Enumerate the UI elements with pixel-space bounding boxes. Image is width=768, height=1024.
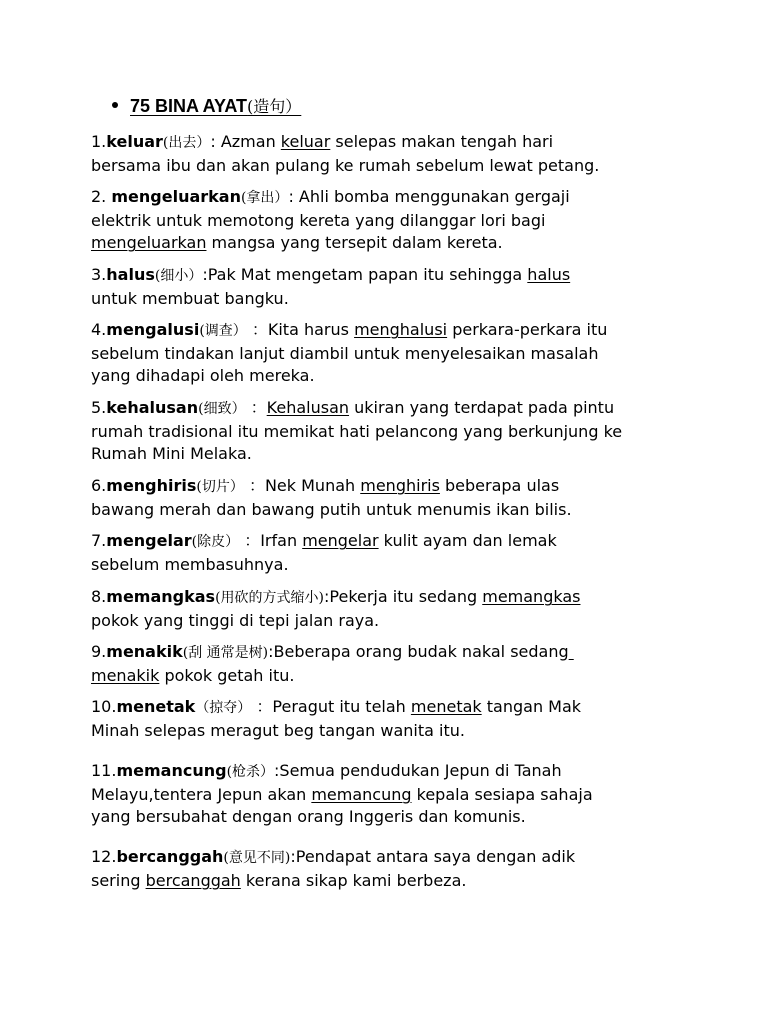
entry-line [91,343,691,366]
entry-word: menghiris [106,476,197,495]
entry-text: untuk membuat bangku. [91,288,289,308]
entry-text: mangsa yang tersepit dalam kereta. [206,233,503,252]
entry-word: keluar [106,132,163,151]
entry-text: perkara-perkara itu [447,320,608,339]
entry-underlined-word: memancung [311,784,412,804]
heading-title-chinese: (造句） [247,97,302,116]
bullet-icon [112,102,118,108]
entry-line [91,210,691,233]
entry-text: beberapa ulas [439,476,560,495]
entry-translation: (除皮） [191,534,240,550]
entry-text: bawang merah dan bawang putih untuk menumis ikan bilis. [91,499,572,519]
entry-underlined-word: menghalusi [354,320,448,339]
entry-text: tangan Mak [481,697,582,716]
entry-line [91,760,691,784]
entry-line [91,264,691,288]
entry-text: :Pendapat antara saya dengan adik [290,847,576,866]
entry-line [91,696,691,720]
entry-text: elektrik untuk memotong kereta yang dilanggar lori bagi [91,210,546,230]
entry-translation: (用砍的方式缩小) [215,590,324,606]
entry-text: selepas makan tengah hari [330,132,554,151]
entry-number: 9. [91,642,107,661]
entry-translation: (枪杀） [226,764,275,780]
entry-9 [91,641,691,687]
entry-text: rumah tradisional itu memikat hati pelancong yang berkunjung ke [91,421,623,441]
entry-text: :Pekerja itu sedang [324,587,483,606]
entry-line [91,806,691,829]
entry-text: yang dihadapi oleh mereka. [91,366,315,385]
entry-text: sering [91,870,146,890]
entry-number: 11. [91,761,117,780]
entry-text: kepala sesiapa sahaja [411,784,593,804]
entry-text: ：Nek Munah [243,476,361,495]
entry-number: 7. [91,531,107,550]
entry-line [91,443,691,466]
entry-text: ：Irfan [239,531,303,550]
entry-underlined-word: menetak [410,697,482,716]
entry-line [91,870,691,893]
entry-line [91,288,691,311]
entry-text: ：Kita harus [246,320,355,339]
entry-underlined-word: bercanggah [145,870,241,890]
entry-word: mengelar [106,531,192,550]
entry-line [91,530,691,554]
entry-text: bersama ibu dan akan pulang ke rumah sebelum lewat petang. [91,155,600,175]
entry-10 [91,696,691,742]
entry-word: memancung [116,761,227,780]
entry-translation: (细小） [154,268,203,284]
entry-line [91,499,691,522]
entry-text: ：Peragut itu telah [251,697,411,716]
entry-underlined-word: menghiris [360,476,440,495]
entry-word: halus [106,265,155,284]
section-heading [112,94,301,119]
entry-text: kulit ayam dan lemak [378,531,557,550]
entry-number: 10. [91,697,117,716]
entry-8 [91,586,691,632]
entry-translation: (拿出） [240,190,289,206]
entry-line [91,421,691,444]
entry-text: : Azman [210,132,281,151]
entry-line [91,554,691,577]
entry-5 [91,397,691,466]
entry-underlined-space [569,642,574,661]
entry-text: pokok yang tinggi di tepi jalan raya. [91,610,380,630]
entry-text: :Pak Mat mengetam papan itu sehingga [202,265,528,284]
entry-translation: (出去） [162,135,211,151]
entry-11 [91,760,691,829]
entry-word: kehalusan [106,398,199,417]
entry-text: : Ahli bomba menggunakan gergaji [288,187,570,206]
entry-text: ： [245,398,267,417]
entry-translation: (切片） [196,479,244,495]
entry-underlined-word: keluar [280,132,331,151]
entry-line [91,641,691,665]
entry-line [91,586,691,610]
entry-text: yang bersubahat dengan orang Inggeris dan komunis. [91,807,526,826]
entry-text: pokok getah itu. [159,665,295,685]
entry-text: Melayu,tentera Jepun akan [91,784,312,804]
entry-line [91,232,691,255]
entry-underlined-word: menakik [91,665,160,685]
entry-12 [91,846,691,892]
entry-line [91,720,691,743]
entry-number: 6. [91,476,107,495]
entry-word: menetak [116,697,196,716]
entry-text: Minah selepas meragut beg tangan wanita itu. [91,720,465,740]
entry-number: 2. [91,187,112,206]
entry-line [91,665,691,688]
entry-text: sebelum membasuhnya. [91,554,289,574]
entry-line [91,397,691,421]
entry-translation: (细致） [198,401,246,417]
entry-2 [91,186,691,255]
entry-text: Rumah Mini Melaka. [91,444,252,463]
entry-translation: （掠夺） [195,700,252,716]
entry-line [91,846,691,870]
entry-line [91,365,691,388]
entry-word: menakik [106,642,183,661]
entry-number: 8. [91,587,107,606]
entry-number: 1. [91,132,107,151]
entry-line [91,186,691,210]
entry-underlined-word: mengeluarkan [91,233,207,252]
entry-word: mengalusi [106,320,200,339]
entry-line [91,155,691,178]
entry-line [91,610,691,633]
entry-1 [91,131,691,177]
entry-6 [91,475,691,521]
entry-translation: (意见不同) [223,850,291,866]
entry-text: kerana sikap kami berbeza. [240,870,467,890]
entry-3 [91,264,691,310]
entry-line [91,475,691,499]
entry-number: 4. [91,320,107,339]
entry-number: 12. [91,847,117,866]
entry-word: memangkas [106,587,216,606]
entry-line [91,319,691,343]
heading-title-text: 75 BINA AYAT [130,96,248,116]
entry-line [91,784,691,807]
entry-word: bercanggah [116,847,224,866]
entry-underlined-word: halus [527,265,571,284]
entry-line [91,131,691,155]
entry-text: sebelum tindakan lanjut diambil untuk menyelesaikan masalah [91,343,599,363]
entry-text: :Beberapa orang budak nakal sedang [268,642,569,661]
entry-4 [91,319,691,388]
entry-number: 3. [91,265,107,284]
entry-word: mengeluarkan [111,187,241,206]
entry-translation: (调查） [199,323,247,339]
entry-text: :Semua pendudukan Jepun di Tanah [274,761,562,780]
entry-underlined-word: mengelar [302,531,379,550]
entry-text: ukiran yang terdapat pada pintu [349,398,615,417]
entry-underlined-word: memangkas [482,587,581,606]
heading-title [130,96,301,116]
entry-number: 5. [91,398,107,417]
entry-translation: (刮 通常是树) [182,645,269,661]
entry-underlined-word: Kehalusan [266,398,350,417]
entry-7 [91,530,691,576]
